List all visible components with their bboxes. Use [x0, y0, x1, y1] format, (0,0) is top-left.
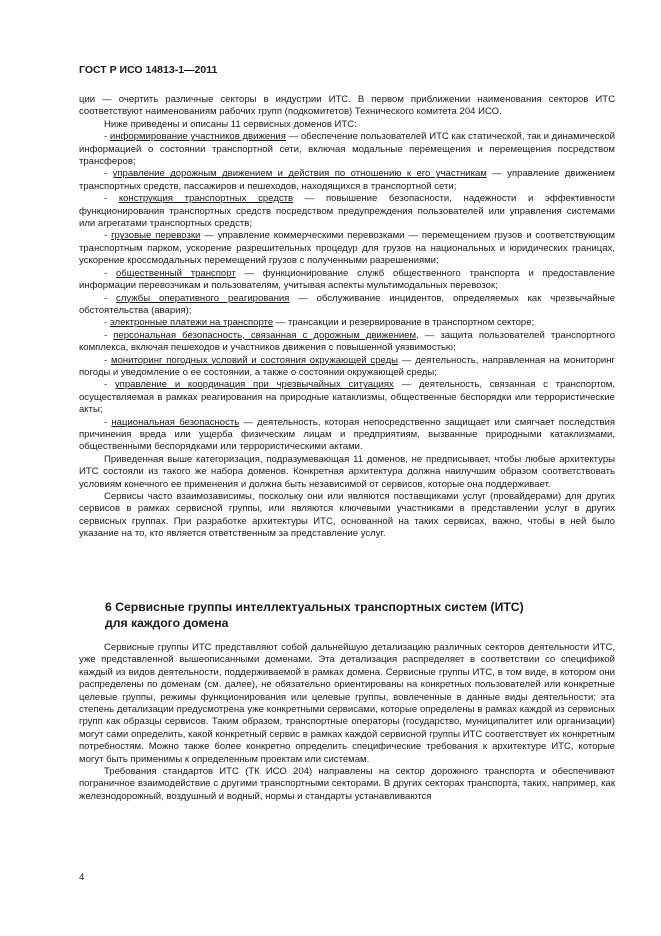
domain-item: - информирование участников движения — обеспечение пользователей ИТС как статической, так и динамической информацией о состоянии транспортной сети, включая модальные перемещения и перемещения посредством трансферов;: [79, 131, 615, 168]
domain-desc: — функционирование служб общественного транспорта и предоставление информации перевозчикам и пользователям, учитывая аспекты мультимодальных перевозок;: [79, 267, 615, 292]
domain-name: информирование участников движения: [109, 131, 286, 143]
section-6-body: [79, 642, 615, 803]
section-title-line: 6 Сервисные группы интеллектуальных транспортных систем (ИТС): [105, 600, 524, 614]
section-paragraph: Требования стандартов ИТС (ТК ИСО 204) направлены на сектор дорожного транспорта и обеспечивают пограничное взаимодействие с другими транспортными секторами. В других секторах транспорта, таких, например, как железнодорожный, воздушный и водный, нормы и стандарты устанавливаются: [79, 766, 615, 802]
domain-name: управление и координация при чрезвычайных ситуациях: [114, 379, 394, 391]
domain-item: - общественный транспорт — функционирование служб общественного транспорта и предоставление информации перевозчикам и пользователям, учитывая аспекты мультимодальных перевозок;: [79, 267, 615, 292]
domain-name: национальная безопасность: [111, 416, 240, 428]
domain-desc: — деятельность, которая непосредственно защищает или смягчает последствия причинения вреда или ущерба физическим лицам и предприятиям, вызванные природными катаклизмами, общественными беспорядками или террористическими актами.: [79, 416, 615, 453]
domain-desc: — трансакции и резервирование в транспортном секторе;: [273, 317, 535, 329]
intro-paragraph: ции — очертить различные секторы в индустрии ИТС. В первом приближении наименования секторов ИТС соответствуют наименованиям рабочих групп (подкомитетов) Технического комитета 204 ИСО.: [79, 94, 615, 118]
domain-item: - управление и координация при чрезвычайных ситуациях — деятельность, связанная с транспортом, осуществляемая в рамках реагирования на природные катаклизмы, общественные беспорядки или террористические акты;: [79, 379, 615, 416]
document-header: ГОСТ Р ИСО 14813-1—2011: [79, 64, 218, 76]
domain-item: - службы оперативного реагирования — обслуживание инцидентов, определяемых как чрезвычайные обстоятельства (авария);: [79, 292, 616, 316]
page-number: 4: [79, 872, 85, 883]
domain-desc: — защита пользователей транспортного комплекса, включая пешеходов и участников движения с повышенной уязвимостью;: [79, 329, 616, 354]
categorization-paragraph: Приведенная выше категоризация, подразумевающая 11 доменов, не предписывает, чтобы любые архитектуры ИТС состояли из такого же набора доменов. Конкретная архитектура должна наилучшим образом соответствовать условиям конечного ее применения и должна быть независимой от сервисов, которые она поддерживает.: [79, 453, 615, 490]
domain-item: - конструкция транспортных средств — повышение безопасности, надежности и эффективности функционирования транспортных средств посредством предупреждения пользователей или управления системами или агрегатами транспортных средств;: [79, 193, 615, 230]
domain-name: общественный транспорт: [115, 267, 236, 279]
domain-desc: — деятельность, направленная на мониторинг погоды и уведомление о ее состоянии, а также о состоянии окружающей среды;: [79, 354, 615, 378]
domain-desc: — управление движением транспортных средств, пассажиров и пешеходов, находящихся в транспортной сети;: [79, 168, 615, 192]
domain-name: мониторинг погодных условий и состояния окружающей среды: [111, 354, 399, 366]
domain-item: - грузовые перевозки — управление коммерческими перевозками — перемещением грузов и соответствующим транспортным парком, ускорение разрешительных процедур для грузов на национальных и юридических границах, ускорение кроссмодальных перемещений грузов с полученными разрешениями;: [79, 230, 615, 267]
domain-item: - мониторинг погодных условий и состояния окружающей среды — деятельность, направленная на мониторинг погоды и уведомление о ее состоянии, а также о состоянии окружающей среды;: [79, 354, 615, 378]
domain-name: персональная безопасность, связанная с дорожным движением,: [113, 329, 419, 341]
domain-desc: — управление коммерческими перевозками — перемещением грузов и соответствующим транспортным парком, ускорение разрешительных процедур для грузов на национальных и юридических границах, ускорение кроссмодальных перемещений грузов с полученными разрешениями;: [79, 230, 615, 267]
domain-name: конструкция транспортных средств: [118, 193, 294, 205]
domain-item: - электронные платежи на транспорте — трансакции и резервирование в транспортном секторе;: [104, 317, 535, 329]
domain-item: - национальная безопасность — деятельность, которая непосредственно защищает или смягчает последствия причинения вреда или ущерба физическим лицам и предприятиям, вызванные природными катаклизмами, общественными беспорядками или террористическими актами.: [79, 416, 615, 453]
domain-desc: — повышение безопасности, надежности и эффективности функционирования транспортных средств посредством предупреждения пользователей или управления системами или агрегатами транспортных средств;: [79, 193, 615, 230]
domain-name: управление дорожным движением и действия по отношению к его участникам: [112, 168, 487, 180]
intro-list-lead: Ниже приведены и описаны 11 сервисных доменов ИТС:: [104, 118, 357, 130]
body-text: [79, 94, 615, 541]
section-title-line: для каждого домена: [105, 615, 229, 630]
domain-desc: — обслуживание инцидентов, определяемых как чрезвычайные обстоятельства (авария);: [79, 292, 616, 316]
domain-item: - персональная безопасность, связанная с дорожным движением, — защита пользователей транспортного комплекса, включая пешеходов и участников движения с повышенной уязвимостью;: [79, 329, 616, 354]
section-6-title: [105, 600, 605, 631]
domain-desc: — обеспечение пользователей ИТС как статической, так и динамической информацией о состоянии транспортной сети, включая модальные перемещения и перемещения посредством трансферов;: [79, 131, 615, 168]
interdependence-paragraph: Сервисы часто взаимозависимы, поскольку они или являются поставщиками услуг (провайдерами) для других сервисов в рамках сервисной группы, или являются ключевыми участниками в представлении услуг в других сервисных группах. При разработке архитектуры ИТС, основанной на таких сервисах, важно, чтобы в ней было указание на то, кто является ответственным за представление услуг.: [79, 491, 615, 540]
section-paragraph: Сервисные группы ИТС представляют собой дальнейшую детализацию различных секторов деятельности ИТС, уже представленной вышеописанными доменами. Эта детализация распределяет в соответствии со спецификой каждый из видов деятельности, поддерживаемой в рамках домена. Сервисные группы ИТС, в том виде, в котором они распределены по доменам (см. далее), не обязательно ориентированы на конкретных пользователей или конкретные целевые группы, режимы функционирования или целевые группы, вовлеченные в данные виды деятельности; эта степень детализации предусмотрена уже конкретными сервисами, которые определены в рамках каждой из сервисных групп как образцы сервисов. Таким образом, транспортные операторы (государство, муниципалитет или организации) могут сами определить, какой конкретный сервис в рамках каждой сервисной группы ИТС соответствует их конкретным потребностям. Можно также более конкретно определить специфические требования к архитектуре ИТС, которые могут быть применимы к определенным проектам или системам.: [79, 642, 615, 765]
domain-desc: — деятельность, связанная с транспортом, осуществляемая в рамках реагирования на природные катаклизмы, общественные беспорядки или террористические акты;: [79, 379, 615, 416]
domain-name: службы оперативного реагирования: [116, 292, 290, 304]
domain-name: грузовые перевозки: [111, 230, 201, 242]
domain-item: - управление дорожным движением и действия по отношению к его участникам — управление движением транспортных средств, пассажиров и пешеходов, находящихся в транспортной сети;: [79, 168, 615, 192]
domain-name: электронные платежи на транспорте: [109, 317, 274, 329]
